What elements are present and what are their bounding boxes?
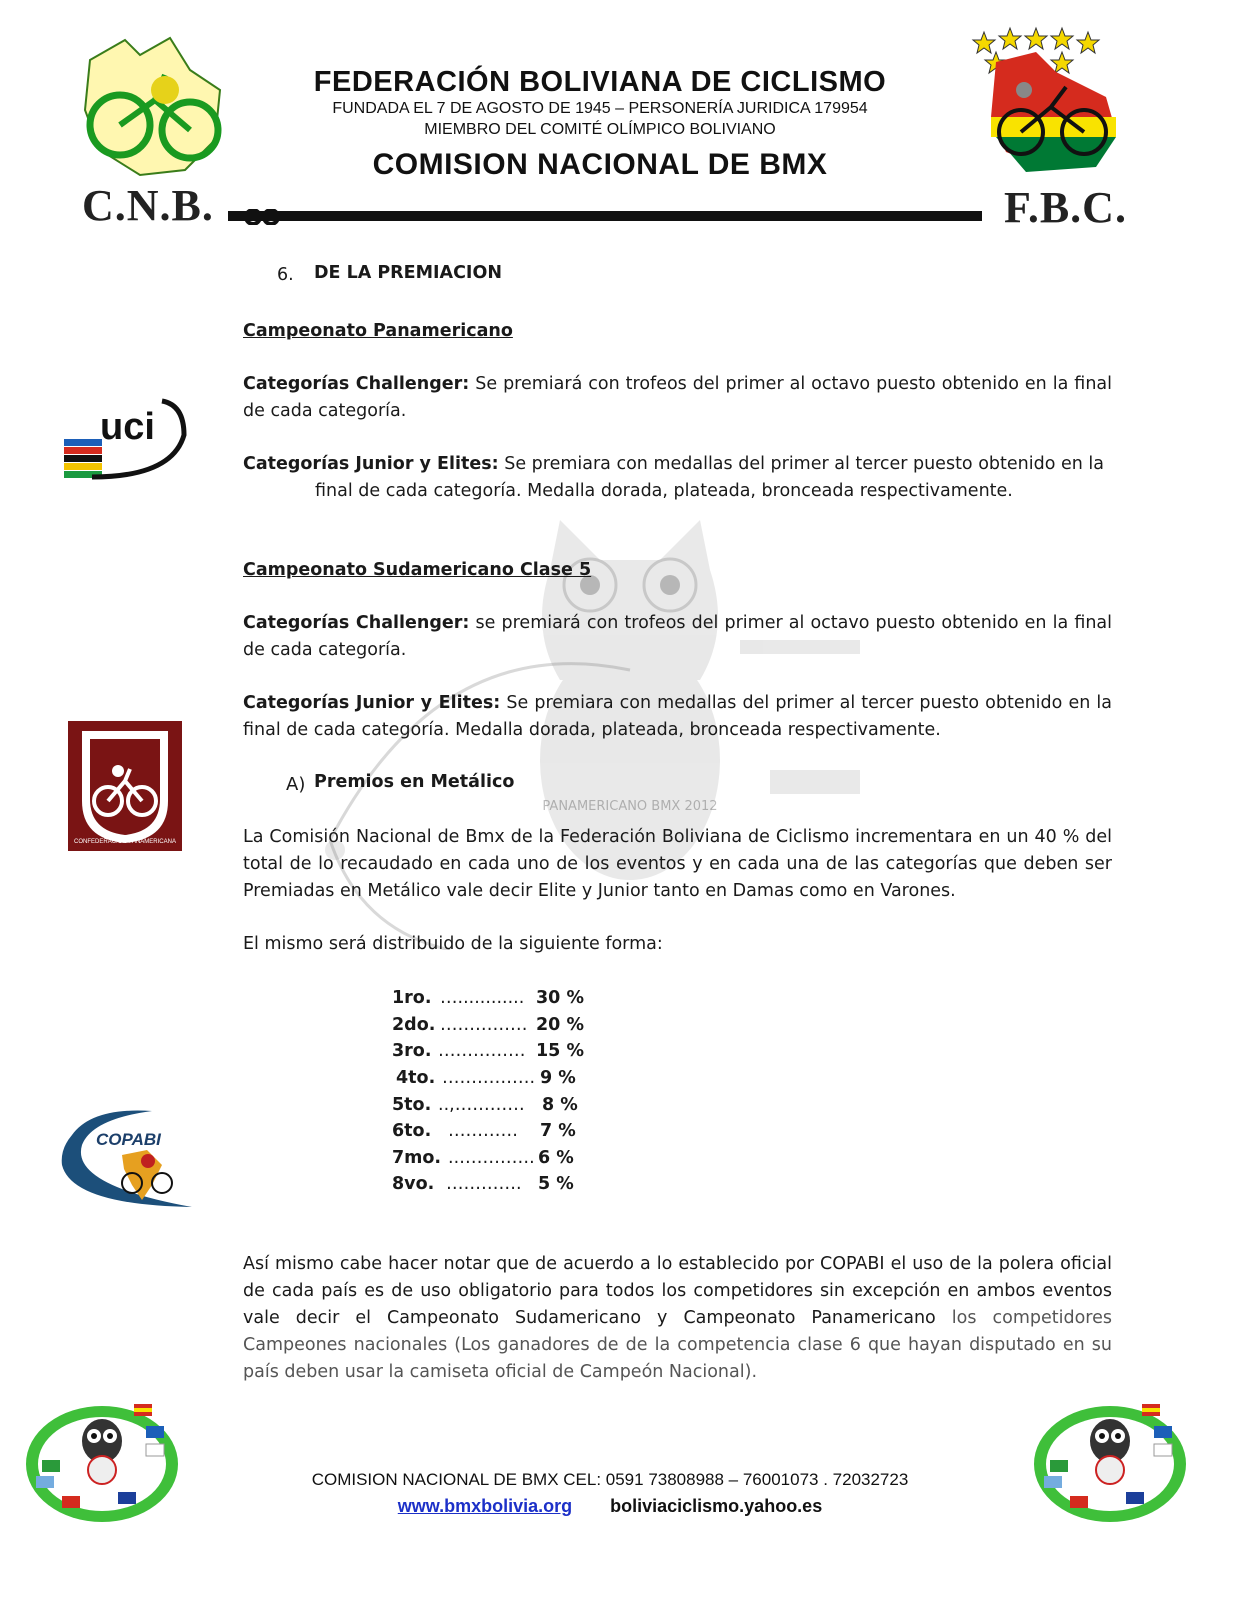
commission-title: COMISION NACIONAL DE BMX [372, 148, 828, 181]
panamericano-junior [243, 451, 1112, 478]
distribution-place: 2do. [392, 1015, 436, 1035]
sudamericano-challenger [243, 610, 1112, 664]
fbc-logo-text: F.B.C. [1004, 183, 1127, 232]
distribution-row [392, 1012, 652, 1039]
distribution-row [392, 985, 652, 1012]
panamericano-challenger [243, 371, 1112, 425]
founded-line: FUNDADA EL 7 DE AGOSTO DE 1945 – PERSONERÍA JURIDICA 179954 [332, 100, 868, 117]
sudamericano-challenger-text: se premiará con trofeos del primer al octavo puesto obtenido en la final de cada categoría. [243, 613, 1113, 660]
distribution-place: 4to. [396, 1068, 436, 1088]
distribution-percent: 8 % [542, 1095, 578, 1115]
copabi-logo [52, 1105, 197, 1210]
closing-text-gray: los competidores Campeones nacionales (Los ganadores de de la competencia clase 6 que hayan disputado en su país deben usar la camiseta oficial de Campeón Nacional). [243, 1308, 1113, 1382]
distribution-place: 5to. [392, 1095, 432, 1115]
federation-title: FEDERACIÓN BOLIVIANA DE CICLISMO [313, 66, 887, 98]
distribution-place: 3ro. [392, 1041, 432, 1061]
website-link[interactable]: www.bmxbolivia.org [397, 1496, 573, 1516]
panamericano-heading: Campeonato Panamericano [243, 321, 513, 341]
cnb-logo-text: C.N.B. [82, 181, 214, 230]
footer-right-logo [1030, 1396, 1190, 1526]
distribution-row [392, 1038, 652, 1065]
header-rule [228, 211, 982, 221]
distribution-percent: 20 % [536, 1015, 584, 1035]
sudamericano-junior-text: Se premiara con medallas del primer al tercer puesto obtenido en la final de cada categoría. Medalla dorada, plateada, bronceada respectivamente. [243, 693, 1113, 740]
sudamericano-junior-label: Categorías Junior y Elites: [243, 693, 501, 713]
distribution-percent: 5 % [538, 1174, 574, 1194]
distribution-place: 8vo. [392, 1174, 435, 1194]
distribution-intro: El mismo será distribuido de la siguiente forma: [243, 934, 663, 954]
uci-logo [62, 395, 190, 483]
sudamericano-heading: Campeonato Sudamericano Clase 5 [243, 560, 592, 580]
confederacion-panamericana-logo [68, 721, 182, 851]
panamericano-challenger-label: Categorías Challenger: [243, 374, 470, 394]
premios-letter: A) [286, 774, 306, 795]
distribution-dots: …………… [438, 1041, 526, 1061]
distribution-place: 6to. [392, 1121, 432, 1141]
panamericano-junior-text-1: Se premiara con medallas del primer al tercer puesto obtenido en la [498, 454, 1104, 474]
premios-title: Premios en Metálico [314, 772, 515, 792]
distribution-dots: ………… [448, 1121, 518, 1141]
bolivia-flag-map-icon [966, 22, 1136, 192]
distribution-row [392, 1171, 652, 1198]
section-title: DE LA PREMIACION [314, 263, 502, 283]
copabi-logo-text: COPABI [96, 1130, 161, 1149]
distribution-percent: 9 % [540, 1068, 576, 1088]
footer-left-logo [22, 1396, 182, 1526]
distribution-row [392, 1145, 652, 1172]
watermark-text: PANAMERICANO BMX 2012 [542, 799, 718, 814]
distribution-dots: ..…………. [448, 1148, 535, 1168]
distribution-place: 7mo. [392, 1148, 442, 1168]
premios-paragraph: La Comisión Nacional de Bmx de la Federación Boliviana de Ciclismo incrementara en un 40 % del total de lo recaudado en cada uno de los eventos y en cada una de las categorías que deben ser Premiadas en Metálico vale decir Elite y Junior tanto en Damas como en Varones. [243, 827, 1112, 901]
footer-links [280, 1496, 940, 1517]
confederacion-text: CONFEDERACION PANAMERICANA [74, 839, 176, 845]
distribution-dots: …............ [440, 988, 525, 1008]
distribution-row [392, 1092, 652, 1119]
sudamericano-challenger-label: Categorías Challenger: [243, 613, 470, 633]
member-line: MIEMBRO DEL COMITÉ OLÍMPICO BOLIVIANO [424, 121, 776, 138]
distribution-dots: ……………. [442, 1068, 536, 1088]
distribution-dots: …………. [446, 1174, 522, 1194]
distribution-row [392, 1118, 652, 1145]
footer-contact: COMISION NACIONAL DE BMX CEL: 0591 73808988 – 76001073 . 72032723 [311, 1470, 909, 1489]
distribution-percent: 7 % [540, 1121, 576, 1141]
distribution-dots: …………… [440, 1015, 528, 1035]
panamericano-challenger-text: Se premiará con trofeos del primer al octavo puesto obtenido en la final de cada categoría. [243, 374, 1112, 421]
panamericano-junior-text-2: final de cada categoría. Medalla dorada, plateada, bronceada respectivamente. [315, 481, 1013, 501]
fbc-logo [966, 22, 1136, 232]
distribution-place: 1ro. [392, 988, 432, 1008]
section-number: 6. [277, 265, 294, 285]
distribution-row [392, 1065, 652, 1092]
distribution-dots: ..,………… [438, 1095, 525, 1115]
distribution-percent: 6 % [538, 1148, 574, 1168]
uci-logo-text: uci [100, 406, 155, 448]
distribution-percent: 15 % [536, 1041, 584, 1061]
distribution-percent: 30 % [536, 988, 584, 1008]
sudamericano-junior [243, 690, 1112, 744]
closing-paragraph [243, 1251, 1112, 1386]
cnb-logo [70, 30, 240, 230]
footer-email: boliviaciclismo.yahoo.es [610, 1496, 823, 1516]
bolivia-map-bike-icon [70, 30, 240, 180]
panamericano-junior-label: Categorías Junior y Elites: [243, 454, 499, 474]
closing-text-main: Así mismo cabe hacer notar que de acuerdo a lo establecido por COPABI el uso de la polera oficial de cada país es de uso obligatorio para todos los competidores sin excepción en ambos eventos vale decir el Campeonato Sudamericano y Campeonato Panamericano [243, 1254, 1112, 1328]
